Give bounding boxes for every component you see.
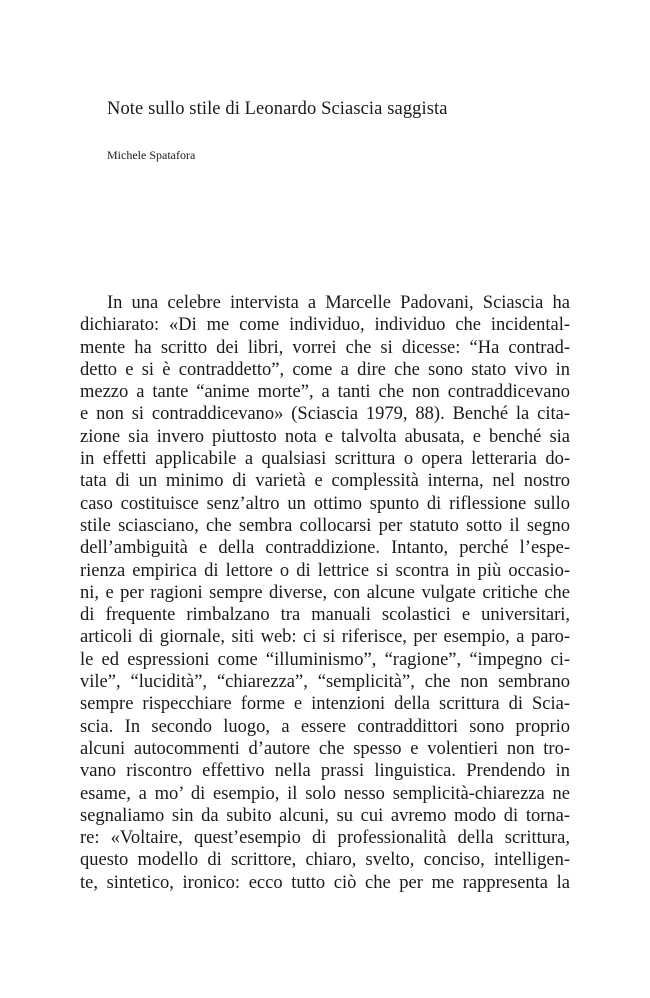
text-line: detto e si è contraddetto”, come a dire che sono stato vivo in: [80, 359, 570, 380]
text-line: te, sintetico, ironico: ecco tutto ciò che per me rappresenta la: [80, 872, 570, 893]
text-line: esame, a mo’ di esempio, il solo nesso semplicità-chiarezza ne: [80, 783, 570, 804]
text-line: alcuni autocommenti d’autore che spesso e volentieri non tro-: [80, 738, 570, 759]
text-line: questo modello di scrittore, chiaro, svelto, conciso, intelligen-: [80, 850, 570, 871]
text-line: e non si contraddicevano» (Sciascia 1979, 88). Benché la cita-: [80, 404, 570, 425]
text-line: articoli di giornale, siti web: ci si riferisce, per esempio, a paro-: [80, 627, 570, 648]
text-line: vano riscontro effettivo nella prassi linguistica. Prendendo in: [80, 761, 570, 782]
text-line: stile sciasciano, che sembra collocarsi per statuto sotto il segno: [80, 515, 570, 536]
text-line: dichiarato: «Di me come individuo, individuo che incidental-: [80, 315, 570, 336]
text-line: zione sia invero piuttosto nota e talvolta abusata, e benché sia: [80, 426, 570, 447]
author-name: Michele Spatafora: [107, 148, 196, 162]
text-line: vile”, “lucidità”, “chiarezza”, “semplicità”, che non sembrano: [80, 672, 570, 693]
body-paragraph: [80, 292, 570, 894]
text-line: re: «Voltaire, quest’esempio di professionalità della scrittura,: [80, 828, 570, 849]
text-line: ni, e per ragioni sempre diverse, con alcune vulgate critiche che: [80, 582, 570, 603]
text-line: le ed espressioni come “illuminismo”, “ragione”, “impegno ci-: [80, 649, 570, 670]
text-line: sempre rispecchiare forme e intenzioni della scrittura di Scia-: [80, 694, 570, 715]
text-line: rienza empirica di lettore o di lettrice si scontra in più occasio-: [80, 560, 570, 581]
text-line: tata di un minimo di varietà e complessità interna, nel nostro: [80, 471, 570, 492]
text-line: in effetti applicabile a qualsiasi scrittura o opera letteraria do-: [80, 449, 570, 470]
text-line: mezzo a tante “anime morte”, a tanti che non contraddicevano: [80, 382, 570, 403]
text-line: segnaliamo sin da subito alcuni, su cui avremo modo di torna-: [80, 805, 570, 826]
text-line: dell’ambiguità e della contraddizione. Intanto, perché l’espe-: [80, 538, 570, 559]
text-line: caso costituisce senz’altro un ottimo spunto di riflessione sullo: [80, 493, 570, 514]
article-title: Note sullo stile di Leonardo Sciascia saggista: [107, 99, 448, 119]
text-line: scia. In secondo luogo, a essere contraddittori sono proprio: [80, 716, 570, 737]
text-line: di frequente rimbalzano tra manuali scolastici e universitari,: [80, 605, 570, 626]
text-line: In una celebre intervista a Marcelle Padovani, Sciascia ha: [107, 293, 570, 313]
text-line: mente ha scritto dei libri, vorrei che si dicesse: “Ha contrad-: [80, 337, 570, 358]
